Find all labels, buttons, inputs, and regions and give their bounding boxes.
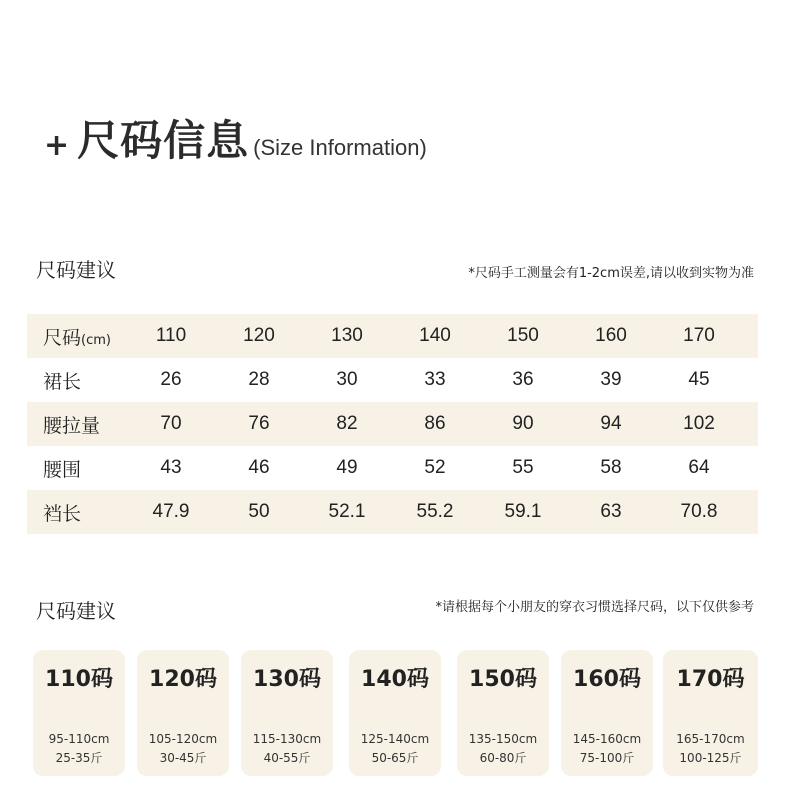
size-table — [27, 314, 758, 534]
table-cell: 52 — [424, 457, 446, 478]
size-card — [33, 650, 125, 776]
table-cell: 43 — [160, 457, 182, 478]
size-card — [457, 650, 549, 776]
card-weight: 30-45斤 — [159, 751, 207, 765]
size-cards — [33, 650, 758, 776]
table-cell: 30 — [336, 369, 358, 390]
card-height: 115-130cm — [252, 732, 322, 746]
card-weight: 60-80斤 — [479, 751, 527, 765]
table-cell: 120 — [243, 325, 275, 346]
table-cell: 64 — [688, 457, 710, 478]
table-cell: 55.2 — [416, 501, 454, 522]
page-subtitle: (Size Information) — [253, 135, 427, 160]
row-label: 裆长 — [43, 502, 82, 525]
unit-label: (cm) — [81, 332, 111, 348]
size-advice-title: 尺码建议 — [36, 258, 116, 282]
card-height: 135-150cm — [468, 732, 538, 746]
card-height: 125-140cm — [360, 732, 430, 746]
table-cell: 47.9 — [152, 501, 190, 522]
table-row-waist-stretch — [27, 402, 758, 446]
table-cell: 36 — [512, 369, 534, 390]
table-row-skirt-length — [27, 358, 758, 402]
table-cell: 70 — [160, 413, 182, 434]
table-cell: 39 — [600, 369, 622, 390]
card-weight: 75-100斤 — [579, 751, 635, 765]
table-row-size — [27, 314, 758, 358]
table-cell: 59.1 — [504, 501, 542, 522]
card-size: 110码 — [45, 667, 113, 692]
table-cell: 150 — [507, 325, 539, 346]
table-cell: 130 — [331, 325, 363, 346]
card-size: 130码 — [253, 667, 321, 692]
table-cell: 33 — [424, 369, 446, 390]
card-size: 120码 — [149, 667, 217, 692]
page-title: 尺码信息 — [77, 116, 250, 165]
size-card — [241, 650, 333, 776]
table-cell: 49 — [336, 457, 358, 478]
card-weight: 100-125斤 — [679, 751, 742, 765]
table-cell: 160 — [595, 325, 627, 346]
table-cell: 102 — [683, 413, 715, 434]
table-cell: 90 — [512, 413, 534, 434]
size-card — [137, 650, 229, 776]
card-size: 160码 — [573, 667, 641, 692]
size-advice-title-2: 尺码建议 — [36, 599, 116, 623]
table-cell: 110 — [155, 325, 187, 346]
table-cell: 55 — [512, 457, 534, 478]
card-height: 145-160cm — [572, 732, 642, 746]
card-height: 95-110cm — [48, 732, 110, 746]
card-height: 165-170cm — [676, 732, 745, 746]
table-cell: 45 — [688, 369, 710, 390]
size-card — [561, 650, 653, 776]
row-label: 腰拉量 — [43, 414, 101, 437]
table-cell: 70.8 — [680, 501, 718, 522]
card-weight: 40-55斤 — [263, 751, 311, 765]
plus-icon: + — [44, 128, 70, 163]
measurement-note: *尺码手工测量会有1-2cm误差,请以收到实物为准 — [468, 266, 754, 281]
table-cell: 46 — [248, 457, 270, 478]
table-cell: 50 — [248, 501, 270, 522]
table-cell: 76 — [248, 413, 270, 434]
table-cell: 170 — [683, 325, 715, 346]
page-header — [44, 108, 427, 168]
table-cell: 26 — [160, 369, 182, 390]
table-row-waist — [27, 446, 758, 490]
card-weight: 25-35斤 — [55, 751, 103, 765]
card-size: 140码 — [361, 667, 429, 692]
table-cell: 28 — [248, 369, 270, 390]
table-cell: 140 — [419, 325, 451, 346]
card-size: 170码 — [676, 667, 745, 692]
table-row-crotch-length — [27, 490, 758, 534]
table-cell: 82 — [336, 413, 358, 434]
card-size: 150码 — [469, 667, 537, 692]
table-cell: 52.1 — [328, 501, 366, 522]
card-height: 105-120cm — [148, 732, 218, 746]
table-cell: 58 — [600, 457, 622, 478]
card-weight: 50-65斤 — [371, 751, 419, 765]
table-cell: 94 — [600, 413, 622, 434]
size-card — [663, 650, 758, 776]
row-label: 裙长 — [43, 370, 82, 393]
size-card — [349, 650, 441, 776]
row-label: 尺码(cm) — [43, 326, 111, 349]
row-label: 腰围 — [43, 458, 82, 481]
reference-note: *请根据每个小朋友的穿衣习惯选择尺码，以下仅供参考 — [435, 600, 754, 615]
table-cell: 63 — [600, 501, 622, 522]
table-cell: 86 — [424, 413, 446, 434]
